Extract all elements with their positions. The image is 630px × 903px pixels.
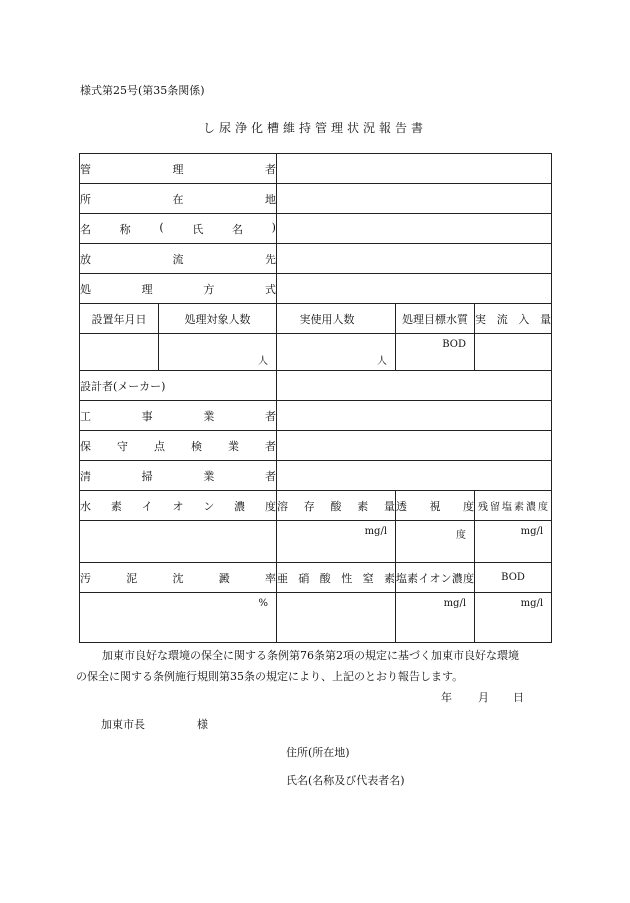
label-char: 汚 [80, 571, 91, 585]
statement-line-1: 加東市良好な環境の保全に関する条例第76条第2項の規定に基づく加東市良好な環境 [102, 649, 519, 662]
method-label [80, 274, 277, 304]
sludge-value[interactable] [80, 593, 277, 643]
label-char: 沈 [172, 571, 184, 585]
label-char: 素 [110, 499, 122, 513]
label-char: 窒 [362, 571, 374, 585]
label-char: 者 [265, 439, 276, 453]
label-char: 泥 [126, 571, 138, 585]
label-char: 水 [80, 499, 91, 513]
label-char: 氏 [192, 222, 204, 236]
name-value[interactable] [277, 214, 552, 244]
label-char: 地 [265, 192, 276, 206]
nitrite-value[interactable] [277, 593, 396, 643]
actual-people-value[interactable] [277, 334, 396, 371]
manager-row [80, 154, 552, 184]
label-char: 透 [396, 499, 408, 513]
label-char: 量 [540, 312, 552, 326]
label-char: 先 [265, 252, 276, 266]
label-char: 塩 [396, 571, 408, 585]
report-table [79, 153, 552, 643]
label-char: 度 [538, 502, 549, 513]
contractor-label [80, 401, 277, 431]
label-char: 視 [429, 499, 441, 513]
chlorine-header [475, 491, 552, 521]
mgl-unit: mg/l [520, 526, 544, 537]
label-char: オ [172, 499, 184, 513]
actual-inflow-value[interactable] [475, 334, 552, 371]
label-char: 度 [264, 499, 276, 513]
address-label: 住所(所在地) [286, 746, 350, 759]
sludge-header [80, 563, 277, 593]
label-char: ( [159, 220, 164, 234]
method-row [80, 274, 552, 304]
statement-line-2: の保全に関する条例施行規則第35条の規定により、上記のとおり報告します。 [76, 670, 464, 683]
install-date-value[interactable] [80, 334, 159, 371]
percent-unit: % [258, 598, 269, 609]
form-id: 様式第25号(第35条関係) [80, 84, 205, 97]
label-char: 素 [383, 571, 395, 585]
discharge-row [80, 244, 552, 274]
label-char: 理 [141, 282, 153, 296]
date-day: 日 [513, 691, 524, 704]
label-char: 者 [265, 409, 277, 423]
mgl-unit: mg/l [364, 526, 388, 537]
label-char: 名 [231, 222, 243, 236]
label-char: 溶 [277, 499, 289, 513]
do-header [277, 491, 396, 521]
label-char: 方 [203, 282, 215, 296]
label-char: 濃 [451, 571, 463, 585]
label-char: 検 [191, 439, 202, 453]
label-char: 亜 [277, 571, 289, 585]
manager-value[interactable] [277, 154, 552, 184]
transparency-value[interactable] [396, 521, 475, 563]
label-char: 守 [117, 439, 128, 453]
bod-header: BOD [475, 563, 552, 593]
chloride-header [396, 563, 475, 593]
name-label [80, 214, 277, 244]
target-quality-value[interactable] [396, 334, 475, 371]
label-char: オ [429, 571, 441, 585]
label-char: 放 [80, 252, 91, 266]
label-char: 清 [80, 469, 91, 483]
discharge-value[interactable] [277, 244, 552, 274]
do-value[interactable] [277, 521, 396, 563]
location-value[interactable] [277, 184, 552, 214]
label-char: 保 [80, 439, 91, 453]
people-unit: 人 [377, 356, 388, 367]
cleaner-value[interactable] [277, 461, 552, 491]
label-char: 業 [203, 409, 215, 423]
target-people-value[interactable] [159, 334, 277, 371]
label-char: 者 [265, 162, 276, 176]
label-char: 事 [141, 409, 153, 423]
contractor-row [80, 401, 552, 431]
label-char: 留 [490, 502, 501, 513]
label-char: 量 [384, 499, 396, 513]
spec-header-row [80, 304, 552, 334]
designer-value[interactable] [277, 371, 552, 401]
honorific: 様 [197, 718, 208, 731]
bod-unit: BOD [442, 339, 467, 350]
label-char: 式 [265, 282, 277, 296]
contractor-value[interactable] [277, 401, 552, 431]
label-char: イ [418, 571, 430, 585]
inspector-label [80, 431, 277, 461]
actual-inflow-header [475, 304, 552, 334]
label-char: 所 [80, 192, 91, 206]
cleaner-label [80, 461, 277, 491]
label-char: 存 [303, 499, 315, 513]
page-title: し尿浄化槽維持管理状況報告書 [202, 121, 427, 135]
statement [76, 645, 554, 687]
label-char: 塩 [502, 502, 513, 513]
label-char: ) [271, 220, 276, 234]
label-char: 点 [154, 439, 165, 453]
label-char: 理 [172, 162, 184, 176]
ph-value[interactable] [80, 521, 277, 563]
bod-value[interactable] [475, 593, 552, 643]
label-char: 度 [462, 571, 474, 585]
label-char: 者 [265, 469, 277, 483]
label-char: 入 [518, 312, 530, 326]
date-month: 月 [478, 691, 489, 704]
chlorine-value[interactable] [475, 521, 552, 563]
inspector-row [80, 431, 552, 461]
label-char: 掃 [141, 469, 153, 483]
manager-label [80, 154, 277, 184]
target-people-header: 処理対象人数 [159, 304, 277, 334]
people-unit: 人 [258, 356, 269, 367]
quality-header-row [80, 491, 552, 521]
location-row [80, 184, 552, 214]
label-char: 素 [357, 499, 369, 513]
cleaner-row [80, 461, 552, 491]
mgl-unit: mg/l [443, 598, 467, 609]
label-char: 率 [265, 571, 276, 585]
sludge-value-row [80, 593, 552, 643]
label-char: 酸 [319, 571, 331, 585]
label-char: ン [203, 499, 215, 513]
actual-people-header: 実使用人数 [277, 304, 396, 334]
label-char: 澱 [218, 571, 230, 585]
date-year: 年 [441, 691, 452, 704]
nitrite-header [277, 563, 396, 593]
label-char: ン [440, 571, 452, 585]
label-char: 名 [80, 222, 91, 236]
label-char: 性 [341, 571, 353, 585]
label-char: イ [141, 499, 153, 513]
label-char: 素 [514, 502, 525, 513]
label-char: 実 [475, 312, 487, 326]
sludge-header-row [80, 563, 552, 593]
label-char: 硝 [298, 571, 310, 585]
label-char: 素 [407, 571, 419, 585]
label-char: 流 [496, 312, 508, 326]
ph-header [80, 491, 277, 521]
method-value[interactable] [277, 274, 552, 304]
chloride-value[interactable] [396, 593, 475, 643]
addressee: 加東市長 [101, 718, 145, 731]
inspector-value[interactable] [277, 431, 552, 461]
label-char: 業 [203, 469, 215, 483]
install-date-header: 設置年月日 [80, 304, 159, 334]
quality-value-row [80, 521, 552, 563]
location-label [80, 184, 277, 214]
label-char: 在 [172, 192, 184, 206]
label-char: 酸 [330, 499, 342, 513]
degree-unit: 度 [456, 530, 467, 541]
mgl-unit: mg/l [520, 598, 544, 609]
label-char: 業 [228, 439, 239, 453]
designer-label: 設計者(メーカー) [80, 371, 277, 401]
label-char: 流 [172, 252, 184, 266]
label-char: 度 [463, 499, 475, 513]
transparency-header [396, 491, 475, 521]
label-char: 称 [119, 222, 131, 236]
name-label: 氏名(名称及び代表者名) [286, 774, 405, 787]
label-char: 濃 [234, 499, 246, 513]
target-quality-header: 処理目標水質 [396, 304, 475, 334]
label-char: 工 [80, 409, 91, 423]
discharge-label [80, 244, 277, 274]
designer-row [80, 371, 552, 401]
name-row [80, 214, 552, 244]
label-char: 管 [80, 162, 91, 176]
label-char: 処 [80, 282, 91, 296]
label-char: 濃 [526, 502, 537, 513]
spec-value-row [80, 334, 552, 371]
label-char: 残 [478, 502, 489, 513]
